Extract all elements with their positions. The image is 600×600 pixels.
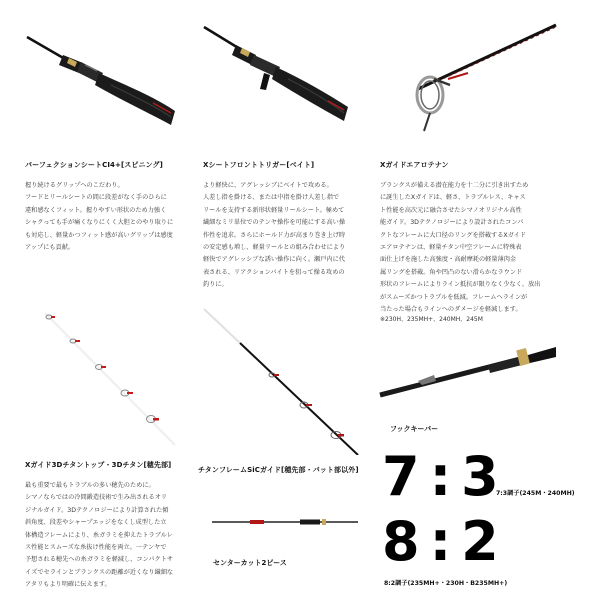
- text-line: も対応し、軽量かつフィット感が高いグリップは感度: [25, 231, 173, 239]
- text-line: 面仕上げを施した高強度・高耐摩耗の軽量薄肉金: [380, 256, 517, 264]
- text-line: 釣りに。: [203, 281, 228, 289]
- feature-title-x-guide-3d-titanium: Xガイド3Dチタントップ・3Dチタン[穂先部]: [25, 461, 172, 469]
- text-line: 属リングを搭載。角や凹凸のない滑らかなラウンド: [380, 268, 523, 276]
- text-line: 繊細なミリ単位でのテンヤ操作を可能にする高い操: [203, 219, 346, 227]
- hook-keeper-photo: [378, 335, 558, 415]
- text-line: 人差し指を掛ける、または中指を掛け人差し指で: [203, 194, 340, 202]
- text-line: ジナルガイド。3Dテクノロジーにより計算された傾: [25, 506, 169, 514]
- x-guide-aero-titanium-photo: [378, 15, 558, 150]
- text-line: に誕生したXガイドは、軽さ、トラブルレス、キャス: [380, 194, 526, 202]
- model-note: ※230H、235MH+、240MH、245M: [380, 316, 483, 323]
- center-cut-two-piece-photo: [210, 508, 360, 536]
- action-ratio-7-3-label: 7:3調子(245M・240MH): [496, 490, 575, 497]
- text-line: フードとリールシートの間に段差がなく手のひらに: [25, 194, 167, 202]
- action-ratio-8-2-label: 8:2調子(235MH+・230H・B235MH+): [384, 580, 508, 587]
- text-line: 斜角度、段差やシャープエッジをなくし成型した立: [25, 519, 167, 527]
- text-line: アタリもより明確に伝えます。: [25, 581, 111, 589]
- text-line: 軽快でアグレッシブな誘い操作に向く。瀬戸内に代: [203, 256, 345, 264]
- text-line: 握り続けるグリップへのこだわり。: [25, 182, 124, 189]
- spinning-grip-photo: [25, 15, 185, 155]
- text-line: リールを支持する新形状軽量リールシート。極めて: [203, 206, 345, 214]
- text-line: クトなフレームに大口径のリングを搭載するXガイド: [380, 231, 526, 239]
- text-line: がスムーズかつトラブルを低減。フレームへラインが: [380, 293, 528, 301]
- text-line: ト性能を高次元に融合させたシマノオリジナル高性: [380, 206, 522, 214]
- text-line: 能ガイド。3Dテクノロジーにより設計されたコンパ: [380, 219, 524, 227]
- sic-guides-photo: [200, 305, 360, 455]
- text-line: より軽快に、アグレッシブにベイトで攻める。: [203, 182, 333, 189]
- text-line: 作性を追求。さらにホールド力が高まり巻き上げ時: [203, 231, 346, 239]
- feature-body-x-guide-3d-titanium: [25, 480, 190, 592]
- text-line: エアロテナンは、軽量チタン中空フレームに特殊表: [380, 244, 522, 252]
- text-line: ス性能とスムーズな糸抜け性能を両立。一テンヤで: [25, 544, 167, 552]
- feature-body-x-guide-aero: [380, 180, 570, 316]
- text-line: 体構造フレームにより、糸ガラミを抑えたトラブルレ: [25, 531, 173, 539]
- action-ratio-8-2: 8:2: [382, 510, 509, 573]
- center-cut-caption: センターカット2ピース: [213, 559, 287, 567]
- feature-title-perfection-seat: パーフェクションシートCI4+[スピニング]: [25, 161, 163, 169]
- action-ratio-7-3: 7:3: [382, 445, 509, 508]
- text-line: 違和感なくフィット。握りやすい形状のため力強く: [25, 206, 167, 214]
- text-line: 形状のフレームによりライン抵抗が限りなく少なく、放出: [380, 281, 541, 289]
- hook-keeper-label: フックキーパー: [390, 425, 439, 433]
- feature-body-x-seat-trigger: [203, 180, 368, 292]
- text-line: 当たった場合もラインへのダメージを軽減します。: [380, 306, 522, 314]
- text-line: アップにも貢献。: [25, 244, 75, 252]
- feature-title-x-guide-aero: Xガイドエアロテナン: [380, 161, 449, 169]
- text-line: の安定感も増し、軽量リールとの組み合わせにより: [203, 244, 346, 252]
- feature-title-x-seat-trigger: Xシートフロントトリガー[ベイト]: [203, 161, 315, 169]
- text-line: シャクっても手が痛くなりにくく大胆とのやり取りに: [25, 219, 174, 227]
- text-line: ブランクスが備える潜在能力を十二分に引き出すため: [380, 182, 529, 189]
- text-line: シマノならではの冷間鍛造技術で生み出されるオリ: [25, 494, 168, 502]
- tip-guides-photo: [25, 305, 185, 455]
- text-line: 表される、リアクションバイトを狙って操る攻めの: [203, 268, 345, 276]
- feature-title-titanium-sic: チタンフレームSiCガイド[穂先部・バット部以外]: [198, 466, 359, 474]
- feature-body-perfection-seat: [25, 180, 190, 254]
- bait-trigger-grip-photo: [200, 15, 360, 155]
- text-line: イズでセラインとブランクスの距離が近くなり繊細な: [25, 568, 174, 576]
- text-line: 最も重要で最もトラブルの多い穂先のために。: [25, 482, 155, 489]
- text-line: 予想される穂先への糸ガラミを軽減し、コンパクトサ: [25, 556, 174, 564]
